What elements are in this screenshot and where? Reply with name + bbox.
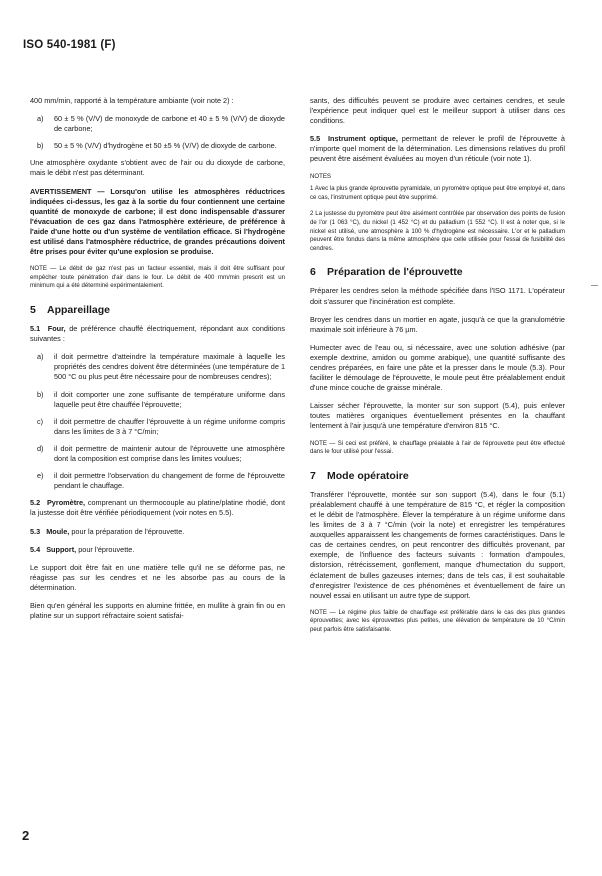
note: NOTE — Le régime plus faible de chauffage est préférable dans le cas des plus grandes éprouvettes; avec les éprouvettes plus petites, une élévation de température de 10 °C/min peut parfois être satisfaisante. <box>310 608 565 634</box>
subclause-title: Four, <box>47 324 66 334</box>
section-title: Appareillage <box>47 304 111 316</box>
subclause-5-1 <box>30 324 285 344</box>
note: NOTE — Le débit de gaz n'est pas un facteur essentiel, mais il doit être suffisant pour empêcher toute pénétration d'air dans le four. Le débit de 400 mm/min prescrit est un minimum qui a été déterminé expérimentalement. <box>30 265 285 290</box>
subclause-title: Moule, <box>46 526 70 536</box>
right-column <box>310 96 565 643</box>
list-item <box>37 444 285 464</box>
item-label: b) <box>37 389 44 399</box>
subclause-5-2 <box>30 498 285 518</box>
section-number: 6 <box>310 266 316 279</box>
subclause-number: 5.1 <box>30 324 41 334</box>
section-heading-5 <box>30 305 285 315</box>
list-item <box>37 141 285 151</box>
page-header: ISO 540-1981 (F) <box>23 39 116 51</box>
left-column <box>30 96 285 629</box>
subclause-number: 5.2 <box>30 498 41 508</box>
subclause-title: Instrument optique, <box>327 134 398 144</box>
subclause-title: Pyromètre, <box>46 498 86 508</box>
subclause-5-3 <box>30 527 285 537</box>
paragraph: Broyer les cendres dans un mortier en agate, jusqu'à ce que la granulométrie maximale soit inférieure à 76 µm. <box>310 314 565 334</box>
list-item <box>37 114 285 134</box>
section-number: 5 <box>30 304 36 316</box>
item-text: 50 ± 5 % (V/V) d'hydrogène et 50 ±5 % (V/V) de dioxyde de carbone. <box>54 141 277 151</box>
list-item <box>37 471 285 491</box>
paragraph: 400 mm/min, rapporté à la température ambiante (voir note 2) : <box>30 96 234 105</box>
item-text: il doit permettre l'observation du changement de forme de l'éprouvette pendant le chauffage. <box>54 471 285 491</box>
paragraph: Préparer les cendres selon la méthode spécifiée dans l'ISO 1171. L'opérateur doit s'assurer que l'incinération est complète. <box>310 286 565 306</box>
subclause-text: comprenant un thermocouple au platine/platine rhodié, dont la justesse doit être vérifiée périodiquement (voir notes en 5.5). <box>30 498 286 518</box>
paragraph: Une atmosphère oxydante s'obtient avec de l'air ou du dioxyde de carbone, mais le débit n'est pas déterminant. <box>30 158 285 178</box>
subclause-title: Support, <box>46 544 77 554</box>
subclause-number: 5.4 <box>30 544 41 554</box>
item-label: e) <box>37 471 44 481</box>
subclause-text: pour la préparation de l'éprouvette. <box>71 526 185 536</box>
list-item <box>37 417 285 437</box>
subclause-text: de préférence chauffé électriquement, répondant aux conditions suivantes : <box>30 324 286 344</box>
item-text: il doit permettre d'atteindre la température maximale à laquelle les propriétés des cendres doivent être déterminées (une température de 1 500 °C ou plus peut être nécessaire pour de nombreuses cendres); <box>54 352 285 382</box>
note: NOTE — Si ceci est préféré, le chauffage préalable à l'air de l'éprouvette peut être effectué dans le four utilisé pour l'essai. <box>310 439 565 456</box>
note: 2 La justesse du pyromètre peut être aisément contrôlée par observation des points de fusion de l'or (1 063 °C), du nickel (1 452 °C) et du palladium (1 552 °C). Il est à noter que, si le nickel est utilisé, une atmosphère à 100 % d'hydrogène est nécessaire. L'or et le palladium peuvent être fondus dans la même atmosphère que celle utilisée pour l'essai de fusibilité des cendres. <box>310 210 565 252</box>
item-label: d) <box>37 443 44 453</box>
paragraph: Transférer l'éprouvette, montée sur son support (5.4), dans le four (5.1) préalablement chauffé à une température de 815 °C, et régler la composition et le débit de l'atmosphère. Élever la température à un régime uniforme dans les limites de 3 à 7 °C/min (voir la note) et enregistrer les températures auxquelles apparaissent les changements de formes caractéristiques. Dans le cas de certaines cendres, on peut rencontrer des difficultés provenant, par exemple, de l'influence des facteurs suivants : formation d'ampoules, distorsion, rétrécissement, gonflement, manque d'humectation du support, éclatement de bulles gazeuses internes; dans de tels cas, il est souhaitable d'enregistrer l'existence de ces phénomènes et éventuellement de faire un nouvel essai en utilisant un autre type de support. <box>310 489 565 600</box>
subclause-5-5 <box>310 134 565 164</box>
item-label: c) <box>37 416 44 426</box>
margin-mark <box>591 285 598 286</box>
paragraph: Humecter avec de l'eau ou, si nécessaire, avec une solution adhésive (par exemple dextrine, amidon ou gomme arabique), une quantité suffisante des cendres préparées, en faire une pâte et la presser dans le moule (5.3). Pour faciliter le démoulage de l'éprouvette, le moule peut être préalablement enduit d'une mince couche de graisse minérale. <box>310 342 565 393</box>
section-heading-7 <box>310 471 565 481</box>
subclause-text: pour l'éprouvette. <box>78 544 135 554</box>
section-heading-6 <box>310 267 565 277</box>
subclause-text: permettant de relever le profil de l'éprouvette à n'importe quel moment de la détermination. Les dimensions relatives du profil peuvent être aisément évaluées au moyen d'un réticule (voir note 1). <box>310 134 565 164</box>
page-number: 2 <box>22 828 30 843</box>
section-title: Préparation de l'éprouvette <box>327 266 463 279</box>
item-text: il doit comporter une zone suffisante de température uniforme dans laquelle peut être chauffée l'éprouvette; <box>54 389 285 409</box>
subclause-number: 5.3 <box>30 526 41 536</box>
paragraph: sants, des difficultés peuvent se produire avec certaines cendres, et seule l'expérience peut indiquer quel est le meilleur support à utiliser dans ces conditions. <box>310 96 565 126</box>
paragraph: Le support doit être fait en une matière telle qu'il ne se déforme pas, ne réagisse pas sur les cendres et ne les absorbe pas au cours de la détermination. <box>30 562 285 592</box>
item-text: il doit permettre de maintenir autour de l'éprouvette une atmosphère dont la composition est comprise dans les limites voulues; <box>54 443 285 464</box>
note: 1 Avec la plus grande éprouvette pyramidale, un pyromètre optique peut être employé et, dans ce cas, l'instrument optique peut être supprimé. <box>310 185 565 201</box>
paragraph: Bien qu'en général les supports en alumine frittée, en mullite à grain fin ou en platine sur un support réfractaire soient satisfai- <box>30 600 285 621</box>
item-text: 60 ± 5 % (V/V) de monoxyde de carbone et 40 ± 5 % (V/V) de dioxyde de carbone; <box>54 114 285 134</box>
section-title: Mode opératoire <box>327 469 409 482</box>
paragraph: Laisser sécher l'éprouvette, la monter sur son support (5.4), puis enlever toutes matières organiques éventuellement présentes en la chauffant lentement à l'air jusqu'à une température d'environ 815 °C. <box>310 401 565 431</box>
list-item <box>37 390 285 410</box>
item-label: a) <box>37 114 44 124</box>
subclause-number: 5.5 <box>310 134 321 144</box>
subclause-5-4 <box>30 545 285 555</box>
warning-paragraph: AVERTISSEMENT — Lorsqu'on utilise les atmosphères réductrices indiquées ci-dessus, les gaz à la sortie du four contiennent une certaine quantité de monoxyde de carbone; il est donc indispensable d'assurer l'évacuation de ces gaz dans l'atmosphère extérieure, de préférence à l'aide d'une hotte ou d'un système de ventilation efficace. Si l'hydrogène est utilisé dans l'atmosphère réductrice, de grandes précautions doivent être prises pour éviter qu'une explosion se produise. <box>30 186 285 257</box>
list-item <box>37 352 285 382</box>
item-label: a) <box>37 352 44 362</box>
notes-heading: NOTES <box>310 172 331 180</box>
section-number: 7 <box>310 469 316 482</box>
item-label: b) <box>37 141 44 151</box>
item-text: il doit permettre de chauffer l'éprouvette à un régime uniforme compris dans les limites de 3 à 7 °C/min; <box>54 416 285 436</box>
